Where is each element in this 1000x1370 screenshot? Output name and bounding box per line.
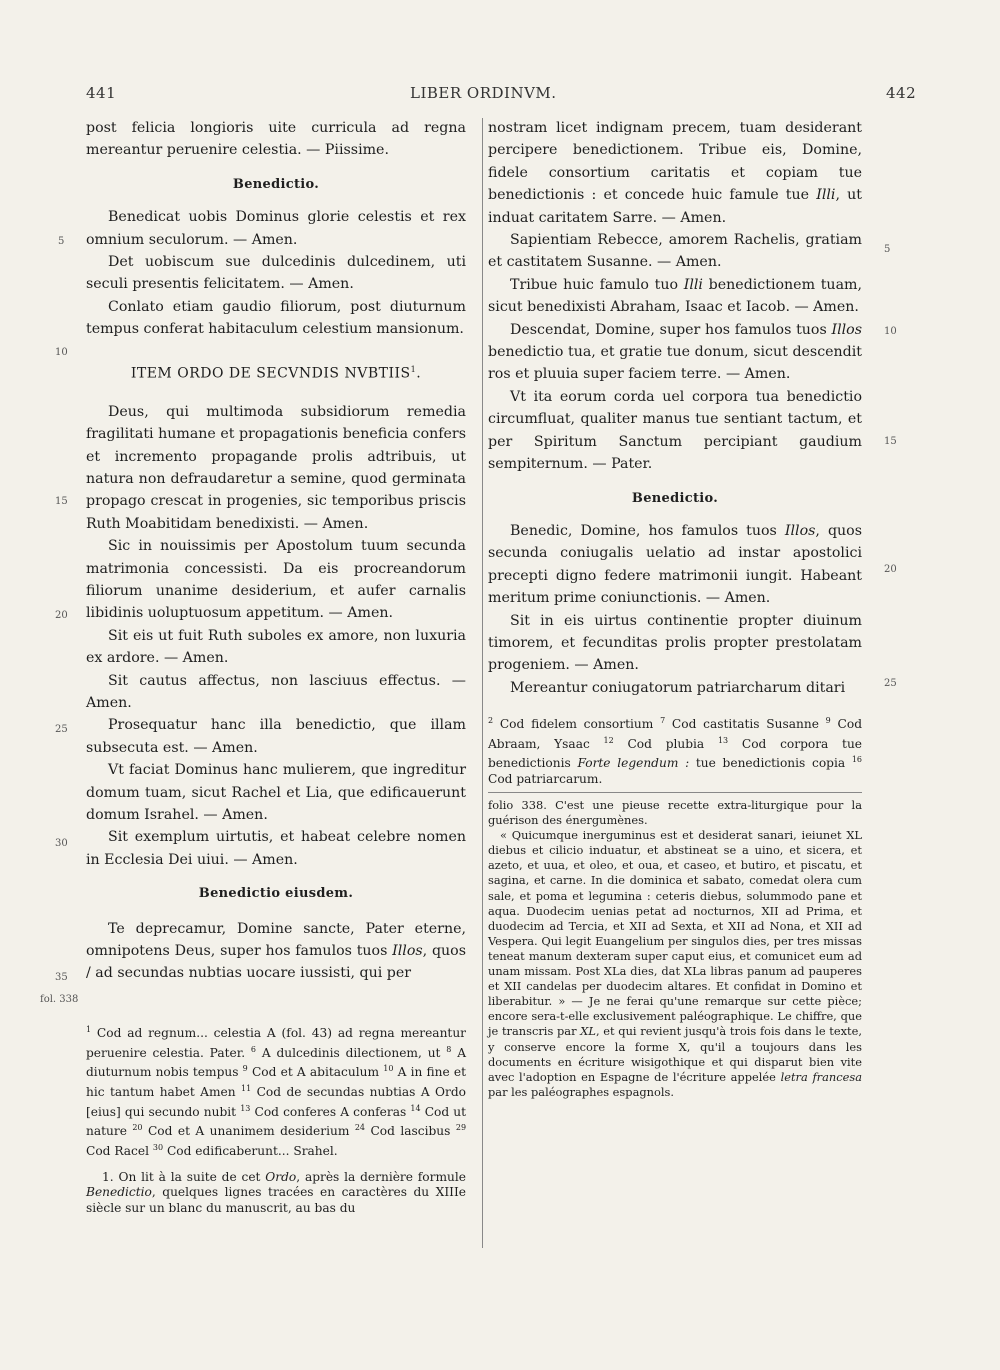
text: , et qui revient jusqu'à trois fois dans le texte, y conserve encore la forme X, qu'il a toujours dans les documents en écriture wisigothique et qui disparut bien vite avec l'adoption en Espagne de l'écriture appelée: [488, 1024, 862, 1084]
paragraph: Vt ita eorum corda uel corpora tua benedictio circumfluat, qualiter manus tue sentiant tactum, et per Spiritum Sanctum percipiant gaudium sempiternum. — Pater.: [488, 388, 862, 473]
right-apparatus: [488, 713, 862, 788]
text: Cod lascibus: [370, 1124, 451, 1139]
text: Cod conferes A conferas: [254, 1104, 407, 1119]
line-number: 30: [55, 838, 68, 849]
section-caption: Benedictio.: [631, 490, 719, 506]
text-italic: Illos: [831, 321, 862, 338]
line-number: 20: [55, 610, 68, 621]
line-number: 5: [58, 236, 65, 247]
text: Cod patriarcarum.: [488, 771, 603, 786]
text: Tribue huic famulo tuo: [510, 276, 684, 293]
text: Cod et A unanimem desiderium: [147, 1124, 350, 1139]
text: Cod de secundas nubtias A Ordo [eius] qui secundo nubit: [86, 1085, 467, 1119]
text: Cod fidelem consortium: [499, 717, 654, 732]
text: A diuturnum nobis tempus: [86, 1045, 467, 1080]
right-column: [488, 117, 862, 699]
line-number: 5: [884, 244, 891, 255]
paragraph: Mereantur coniugatorum patriarcharum ditari: [510, 679, 846, 696]
line-number: 25: [884, 678, 897, 689]
apparatus: $^1$ Cod ad regnum... celestia A (fol. 43) ad regna mereantur peruenire celestia. Pater. $^6$ A dulcedinis dilectionem, ut $^8$ A diuturnum nobis tempus $^9$ Cod et A abitaculum $^{10}$ A in fine et hic tantum habet Amen $^{11}$ Cod de secundas nubtias A Ordo [eius] qui secundo nubit $^{13}$ Cod conferes A conferas $^{14}$ Cod ut nature $^{20}$ Cod et A unanimem desiderium $^{24}$ Cod lascibus $^{29}$ Cod Racel $^{30}$ Cod edificaberunt... Srahel.: [86, 1025, 467, 1158]
line-number: 15: [55, 496, 68, 507]
paragraph: Sit in eis uirtus continentie propter diuinum timorem, et fecunditas prolis propter prestolatam progeniem. — Amen.: [488, 612, 862, 674]
line-number: 35: [55, 972, 68, 983]
line-number: 20: [884, 564, 897, 575]
paragraph: post felicia longioris uite curricula ad regna mereantur peruenire celestia. — Piissime.: [86, 120, 466, 159]
text-italic: Illi: [816, 187, 836, 204]
paragraph: Prosequatur hanc illa benedictio, que illam subsecuta est. — Amen.: [86, 717, 466, 756]
text: Cod edificaberunt... Srahel.: [166, 1144, 338, 1158]
text: , après la dernière formule: [296, 1169, 466, 1184]
text: Descendat, Domine, super hos famulos tuos: [510, 321, 832, 338]
text: , quos / ad secundas nubtias uocare iussisti, qui per: [86, 943, 467, 982]
paragraph: Conlato etiam gaudio filiorum, post diuturnum tempus conferat habitaculum celestium mansionum.: [86, 298, 466, 338]
paragraph: [488, 520, 862, 610]
text: Cod ut nature: [86, 1104, 467, 1139]
footnote-continuation: folio 338. C'est une pieuse recette extra-liturgique pour la guérison des énergumènes.: [488, 798, 862, 828]
paragraph: [86, 918, 466, 985]
folio-marker: fol. 338: [40, 994, 79, 1005]
text: Cod Abraam, Ysaac: [488, 717, 862, 751]
footnote-ref: 1: [410, 364, 417, 374]
right-footnote: [488, 798, 862, 1100]
text: , quelques lignes tracées en caractères du XIIIe siècle sur un blanc du manuscrit, au bas du: [86, 1185, 466, 1215]
text: tue benedictionis copia: [695, 756, 846, 771]
left-column: [86, 117, 466, 985]
paragraph: Sit cautus affectus, non lasciuus effectus. — Amen.: [86, 672, 466, 711]
text-italic: letra francesa: [780, 1069, 862, 1084]
text-italic: Ordo: [265, 1169, 297, 1184]
column-divider: [482, 118, 483, 1248]
line-number: 15: [884, 436, 897, 447]
text: Te deprecamur, Domine sancte, Pater eterne, omnipotens Deus, super hos famulos tuos: [86, 920, 466, 960]
text-italic: Illos: [784, 522, 816, 539]
line-number: 10: [55, 347, 68, 358]
text: Cod plubia: [627, 736, 705, 751]
text: , quos secunda coniugalis uelatio ad instar apostolici precepti digno federe matrimonii iungit. Habeant meritum prime coniunctionis. — Amen.: [488, 522, 863, 607]
paragraph: Sit exemplum uirtutis, et habeat celebre nomen in Ecclesia Dei uiui. — Amen.: [86, 829, 466, 868]
page-number-right: 442: [886, 84, 917, 102]
text: A in fine et hic tantum habet Amen: [86, 1065, 467, 1100]
paragraph: Sit eis ut fuit Ruth suboles ex amore, non luxuria ex ardore. — Amen.: [86, 627, 466, 667]
paragraph: Benedicat uobis Dominus glorie celestis et rex omnium seculorum. — Amen.: [86, 209, 466, 248]
left-footnotes: [86, 1022, 466, 1216]
text: Cod et A abitaculum: [251, 1065, 380, 1080]
line-number: 25: [55, 724, 68, 735]
running-title: LIBER ORDINVM.: [410, 84, 557, 102]
paragraph: Det uobiscum sue dulcedinis dulcedinem, uti seculi presentis felicitatem. — Amen.: [86, 254, 466, 293]
section-caption: Benedictio.: [232, 176, 320, 192]
footnote-1: [86, 1170, 466, 1217]
text: Cod Racel: [86, 1144, 149, 1158]
line-number: 10: [884, 326, 897, 337]
text: Cod corpora tue benedictionis: [488, 736, 863, 771]
page-number-left: 441: [86, 84, 117, 102]
text-italic: Forte legendum :: [577, 756, 690, 771]
paragraph: Sic in nouissimis per Apostolum tuum secunda matrimonia concessisti. Da eis procreandorum filiorum unanime desiderium, et aufer carnalis libidinis uoluptuosum appetitum. — Amen.: [86, 538, 466, 622]
paragraph: [488, 274, 862, 319]
apparatus: $^2$ Cod fidelem consortium $^7$ Cod castitatis Susanne $^9$ Cod Abraam, Ysaac $^{12}$ Cod plubia $^{13}$ Cod corpora tue benedictionis Forte legendum : tue benedictionis copia $^{16}$ Cod patriarcarum.: [488, 716, 863, 786]
section-title: ITEM ORDO DE SECVNDIS NVBTIIS$^1$.: [130, 364, 422, 382]
text: benedictio tua, et gratie tue donum, sicut descendit ros et pluuia super faciem terre. — Amen.: [488, 344, 862, 383]
text: nostram licet indignam precem, tuam desiderant percipere benedictionem. Tribue eis, Domine, fidele consortium caritatis et copiam tue benedictionis : et concede huic famule tue: [488, 120, 862, 204]
text: A dulcedinis dilectionem, ut: [261, 1045, 441, 1060]
text: Cod ad regnum... celestia A (fol. 43) ad regna mereantur peruenire celestia. Pater.: [86, 1026, 466, 1060]
text: par les paléographes espagnols.: [488, 1084, 674, 1099]
section-title-text: ITEM ORDO DE SECVNDIS NVBTIIS: [130, 365, 411, 382]
paragraph: [488, 319, 862, 386]
text-italic: Illi: [683, 276, 703, 293]
text: benedictionem tuam, sicut benedixisti Abraham, Isaac et Iacob. — Amen.: [488, 276, 862, 316]
paragraph: Deus, qui multimoda subsidiorum remedia fragilitati humane et propagationis beneficia confers et incremento propagande prolis adtribuis, ut natura non defraudaretur a semine, quod germinata propago crescat in progenies, sic temporibus priscis Ruth Moabitidam benedixisti. — Amen.: [86, 403, 466, 532]
footnote-rule: [488, 792, 862, 793]
text: , ut induat caritatem Sarre. — Amen.: [488, 187, 862, 226]
text-italic: Illos: [392, 943, 423, 960]
text: « Quicumque inerguminus est et desiderat sanari, ieiunet XL diebus et cilicio induatur, et abstineat se a uino, et sicera, et azeto, et uua, et oleo, et oua, et caseo, et butiro, et piscatu, et sagina, et carne. In die dominica et sabato, comedat olera cum sale, et poma et legumina : ceteris diebus, solummodo pane et aqua. Duodecim uenias petat ad nocturnos, XII ad Prima, et duodecim ad Tercia, et XII ad Sexta, et XII ad Nona, et XII ad Vespera. Qui legit Euangelium per singulos dies, per tres missas teneat manum dexteram super caput eius, et comunicet eum ad unam missam. Post XLa dies, dat XLa libras panum ad pauperes et XII candelas per duodecim altares. Et confidat in Domino et liberabitur. » — Je ne ferai qu'une remarque sur cette pièce; encore sera-t-elle exclusivement paléographique. Le chiffre, que je transcris par: [488, 828, 862, 1039]
text-italic: Benedictio: [86, 1185, 152, 1200]
text: Benedic, Domine, hos famulos tuos: [510, 522, 785, 539]
paragraph: [488, 117, 862, 229]
section-caption: Benedictio eiusdem.: [198, 886, 354, 902]
text-italic: XL: [580, 1024, 596, 1039]
paragraph: Vt faciat Dominus hanc mulierem, que ingreditur domum tuam, sicut Rachel et Lia, que edificauerunt domum Israhel. — Amen.: [86, 762, 466, 824]
text: 1. On lit à la suite de cet: [102, 1169, 266, 1184]
text: Cod castitatis Susanne: [671, 717, 819, 732]
paragraph: Sapientiam Rebecce, amorem Rachelis, gratiam et castitatem Susanne. — Amen.: [488, 232, 862, 271]
footnote-quote: [488, 828, 862, 1100]
